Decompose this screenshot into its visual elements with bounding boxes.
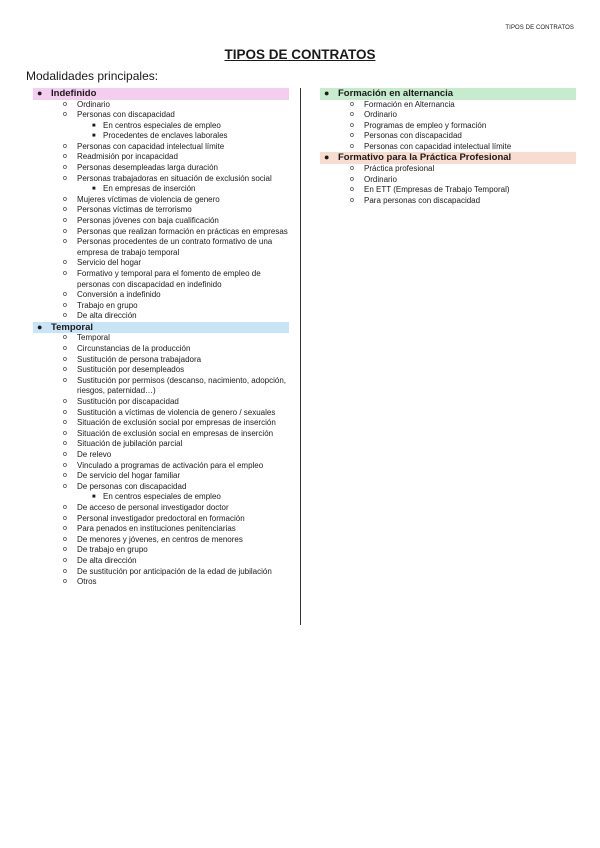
section-heading-label: Formación en alternancia bbox=[338, 88, 454, 99]
list-item-text: De sustitución por anticipación de la edad de jubilación bbox=[77, 566, 272, 576]
circle-bullet-icon: o bbox=[63, 567, 67, 575]
list-item bbox=[33, 450, 289, 461]
circle-bullet-icon: o bbox=[63, 238, 67, 246]
list-item bbox=[33, 471, 289, 482]
list-item-text: Personas trabajadoras en situación de exclusión social bbox=[77, 173, 272, 183]
subtitle-text: Modalidades principales bbox=[26, 69, 155, 83]
list-item bbox=[33, 333, 289, 344]
circle-bullet-icon: o bbox=[63, 270, 67, 277]
sub-list bbox=[77, 121, 289, 142]
section-heading-alternancia bbox=[320, 88, 576, 100]
circle-bullet-icon: o bbox=[63, 312, 67, 320]
sub-list-item bbox=[33, 131, 289, 142]
list-item-text: Formativo y temporal para el fomento de empleo de personas con discapacidad en indefinido bbox=[77, 269, 261, 289]
sub-list-item-text: Procedentes de enclaves laborales bbox=[103, 131, 228, 141]
sub-list bbox=[77, 184, 289, 195]
list-item-text: De alta dirección bbox=[77, 555, 137, 565]
list-item bbox=[33, 258, 289, 269]
subtitle bbox=[26, 69, 158, 83]
list-item-text: Sustitución por permisos (descanso, nacimiento, adopción, riesgos, paternidad…) bbox=[77, 375, 286, 396]
list-item bbox=[33, 301, 289, 312]
circle-bullet-icon: o bbox=[350, 121, 354, 129]
circle-bullet-icon: o bbox=[63, 535, 67, 543]
list-item bbox=[33, 290, 289, 301]
circle-bullet-icon: o bbox=[63, 153, 67, 161]
list-item-text: Situación de exclusión social por empresas de inserción bbox=[77, 418, 276, 428]
section-indefinido bbox=[33, 88, 289, 322]
list-item-text: Sustitución por discapacidad bbox=[77, 397, 179, 407]
square-bullet-icon: ■ bbox=[92, 122, 96, 129]
section-heading-indefinido bbox=[33, 88, 289, 100]
sub-list-item-text: En centros especiales de empleo bbox=[103, 120, 221, 130]
list-item-text: Personas con capacidad intelectual límite bbox=[364, 141, 512, 151]
circle-bullet-icon: o bbox=[63, 578, 67, 586]
circle-bullet-icon: o bbox=[63, 334, 67, 342]
circle-bullet-icon: o bbox=[63, 301, 67, 309]
list-item-text: Para personas con discapacidad bbox=[364, 195, 481, 205]
list-item-text: Programas de empleo y formación bbox=[364, 120, 487, 130]
list-item bbox=[320, 121, 576, 132]
circle-bullet-icon: o bbox=[63, 451, 67, 458]
list-item-text: Personas jóvenes con baja cualificación bbox=[77, 216, 219, 226]
circle-bullet-icon: o bbox=[63, 164, 67, 172]
list-item-text: Sustitución a víctimas de violencia de genero / sexuales bbox=[77, 407, 276, 417]
list-item bbox=[320, 142, 576, 153]
list-item-text: Ordinario bbox=[77, 99, 110, 109]
square-bullet-icon: ■ bbox=[92, 494, 96, 501]
sub-list-item bbox=[33, 121, 289, 132]
list-item bbox=[33, 152, 289, 163]
circle-bullet-icon: o bbox=[63, 195, 67, 203]
page-title: TIPOS DE CONTRATOS bbox=[224, 47, 376, 62]
list-item bbox=[33, 142, 289, 153]
list-item bbox=[33, 376, 289, 397]
circle-bullet-icon: o bbox=[63, 111, 67, 119]
item-list-temporal bbox=[33, 333, 289, 587]
list-item bbox=[33, 216, 289, 227]
list-item-text: Personal investigador predoctoral en formación bbox=[77, 513, 245, 523]
circle-bullet-icon: o bbox=[63, 472, 67, 480]
list-item-text: De trabajo en grupo bbox=[77, 545, 148, 555]
circle-bullet-icon: o bbox=[350, 164, 354, 172]
bullet-icon: ● bbox=[324, 88, 330, 98]
circle-bullet-icon: o bbox=[63, 398, 67, 406]
list-item-text: De alta dirección bbox=[77, 311, 137, 321]
list-item bbox=[33, 556, 289, 567]
list-item-text: De personas con discapacidad bbox=[77, 481, 187, 491]
list-item bbox=[33, 205, 289, 216]
circle-bullet-icon: o bbox=[63, 206, 67, 214]
list-item bbox=[320, 131, 576, 142]
circle-bullet-icon: o bbox=[63, 514, 67, 522]
list-item-text: Para penados en instituciones penitenciarias bbox=[77, 524, 236, 534]
list-item-text: Conversión a indefinido bbox=[77, 290, 161, 300]
circle-bullet-icon: o bbox=[63, 345, 67, 353]
list-item bbox=[33, 514, 289, 525]
list-item bbox=[33, 344, 289, 355]
circle-bullet-icon: o bbox=[63, 376, 67, 384]
list-item bbox=[33, 439, 289, 450]
list-item bbox=[320, 100, 576, 111]
section-heading-label: Formativo para la Práctica Profesional bbox=[338, 152, 512, 164]
list-item bbox=[33, 567, 289, 578]
list-item-text: Trabajo en grupo bbox=[77, 300, 138, 310]
item-list-practica bbox=[320, 164, 576, 206]
list-item bbox=[320, 110, 576, 121]
list-item bbox=[33, 163, 289, 174]
list-item bbox=[33, 461, 289, 472]
list-item-text: Sustitución por desempleados bbox=[77, 365, 185, 375]
section-temporal bbox=[33, 322, 289, 588]
section-heading-practica bbox=[320, 152, 576, 164]
list-item bbox=[33, 311, 289, 322]
circle-bullet-icon: o bbox=[63, 408, 67, 416]
list-item-text: Mujeres víctimas de violencia de genero bbox=[77, 194, 220, 204]
list-item-text: Ordinario bbox=[364, 110, 397, 120]
bullet-icon: ● bbox=[37, 88, 43, 98]
list-item bbox=[33, 365, 289, 376]
circle-bullet-icon: o bbox=[63, 174, 67, 182]
circle-bullet-icon: o bbox=[350, 132, 354, 140]
circle-bullet-icon: o bbox=[350, 100, 354, 108]
square-bullet-icon: ■ bbox=[92, 133, 96, 140]
list-item bbox=[33, 355, 289, 366]
bullet-icon: ● bbox=[37, 321, 43, 332]
circle-bullet-icon: o bbox=[63, 556, 67, 564]
sub-list bbox=[77, 492, 289, 503]
list-item bbox=[33, 545, 289, 556]
circle-bullet-icon: o bbox=[63, 227, 67, 235]
column-divider bbox=[300, 88, 301, 625]
list-item-text: De relevo bbox=[77, 450, 112, 459]
list-item-text: Ordinario bbox=[364, 174, 397, 184]
list-item bbox=[33, 110, 289, 142]
list-item-text: Circunstancias de la producción bbox=[77, 344, 191, 354]
circle-bullet-icon: o bbox=[63, 482, 67, 490]
circle-bullet-icon: o bbox=[350, 175, 354, 183]
list-item-text: De acceso de personal investigador doctor bbox=[77, 502, 229, 512]
list-item-text: Otros bbox=[77, 577, 97, 587]
list-item-text: De menores y jóvenes, en centros de menores bbox=[77, 534, 243, 544]
circle-bullet-icon: o bbox=[63, 461, 67, 469]
list-item-text: Formación en Alternancia bbox=[364, 99, 455, 109]
circle-bullet-icon: o bbox=[63, 355, 67, 363]
list-item bbox=[33, 195, 289, 206]
list-item-text: De servicio del hogar familiar bbox=[77, 471, 181, 481]
list-item-text: Personas que realizan formación en prácticas en empresas bbox=[77, 226, 288, 236]
list-item-text: En ETT (Empresas de Trabajo Temporal) bbox=[364, 185, 510, 195]
list-item bbox=[33, 397, 289, 408]
circle-bullet-icon: o bbox=[63, 217, 67, 225]
circle-bullet-icon: o bbox=[350, 186, 354, 194]
item-list-alternancia bbox=[320, 100, 576, 153]
list-item-text: Servicio del hogar bbox=[77, 258, 142, 268]
section-heading-label: Indefinido bbox=[51, 88, 97, 99]
circle-bullet-icon: o bbox=[63, 503, 67, 511]
list-item bbox=[33, 408, 289, 419]
circle-bullet-icon: o bbox=[350, 111, 354, 119]
list-item bbox=[33, 429, 289, 440]
sub-list-item-text: En centros especiales de empleo bbox=[103, 492, 221, 502]
right-column bbox=[320, 88, 576, 206]
sub-list-item bbox=[33, 184, 289, 195]
list-item-text: Personas con discapacidad bbox=[77, 110, 175, 120]
sub-list-item-text: En empresas de inserción bbox=[103, 184, 196, 194]
circle-bullet-icon: o bbox=[63, 429, 67, 437]
list-item-text: Personas con capacidad intelectual límite bbox=[77, 141, 225, 151]
section-practica bbox=[320, 152, 576, 206]
list-item-text: Personas víctimas de terrorismo bbox=[77, 205, 192, 215]
list-item-text: Readmisión por incapacidad bbox=[77, 152, 178, 162]
list-item-text: Vinculado a programas de activación para el empleo bbox=[77, 460, 264, 470]
running-header: TIPOS DE CONTRATOS bbox=[505, 25, 574, 31]
circle-bullet-icon: o bbox=[63, 525, 67, 533]
subtitle-colon: : bbox=[154, 69, 159, 83]
list-item-text: Personas con discapacidad bbox=[364, 131, 462, 141]
list-item-text: Personas procedentes de un contrato formativo de una empresa de trabajo temporal bbox=[77, 237, 273, 257]
list-item bbox=[33, 503, 289, 514]
circle-bullet-icon: o bbox=[350, 196, 354, 204]
circle-bullet-icon: o bbox=[63, 419, 67, 427]
list-item-text: Temporal bbox=[77, 333, 110, 343]
circle-bullet-icon: o bbox=[63, 440, 67, 448]
list-item bbox=[33, 418, 289, 429]
list-item bbox=[33, 577, 289, 588]
section-alternancia bbox=[320, 88, 576, 152]
list-item-text: Situación de jubilación parcial bbox=[77, 439, 183, 449]
circle-bullet-icon: o bbox=[63, 259, 67, 267]
list-item-text: Situación de exclusión social en empresas de inserción bbox=[77, 428, 274, 438]
list-item bbox=[33, 237, 289, 258]
list-item-text: Personas desempleadas larga duración bbox=[77, 163, 218, 173]
section-heading-label: Temporal bbox=[51, 321, 94, 333]
list-item bbox=[33, 227, 289, 238]
list-item-text: Sustitución de persona trabajadora bbox=[77, 354, 202, 364]
list-item-text: Práctica profesional bbox=[364, 163, 435, 173]
circle-bullet-icon: o bbox=[350, 142, 354, 150]
circle-bullet-icon: o bbox=[63, 291, 67, 299]
list-item bbox=[320, 164, 576, 175]
circle-bullet-icon: o bbox=[63, 142, 67, 150]
circle-bullet-icon: o bbox=[63, 100, 67, 108]
list-item bbox=[33, 269, 289, 290]
circle-bullet-icon: o bbox=[63, 366, 67, 374]
square-bullet-icon: ■ bbox=[92, 186, 96, 193]
list-item bbox=[320, 196, 576, 207]
list-item bbox=[320, 175, 576, 186]
list-item bbox=[320, 185, 576, 196]
item-list-indefinido bbox=[33, 100, 289, 322]
circle-bullet-icon: o bbox=[63, 546, 67, 554]
left-column bbox=[33, 88, 289, 588]
sub-list-item bbox=[33, 492, 289, 503]
list-item bbox=[33, 174, 289, 195]
list-item bbox=[33, 482, 289, 503]
bullet-icon: ● bbox=[324, 152, 330, 163]
list-item bbox=[33, 524, 289, 535]
list-item bbox=[33, 100, 289, 111]
section-heading-temporal bbox=[33, 322, 289, 334]
list-item bbox=[33, 535, 289, 546]
